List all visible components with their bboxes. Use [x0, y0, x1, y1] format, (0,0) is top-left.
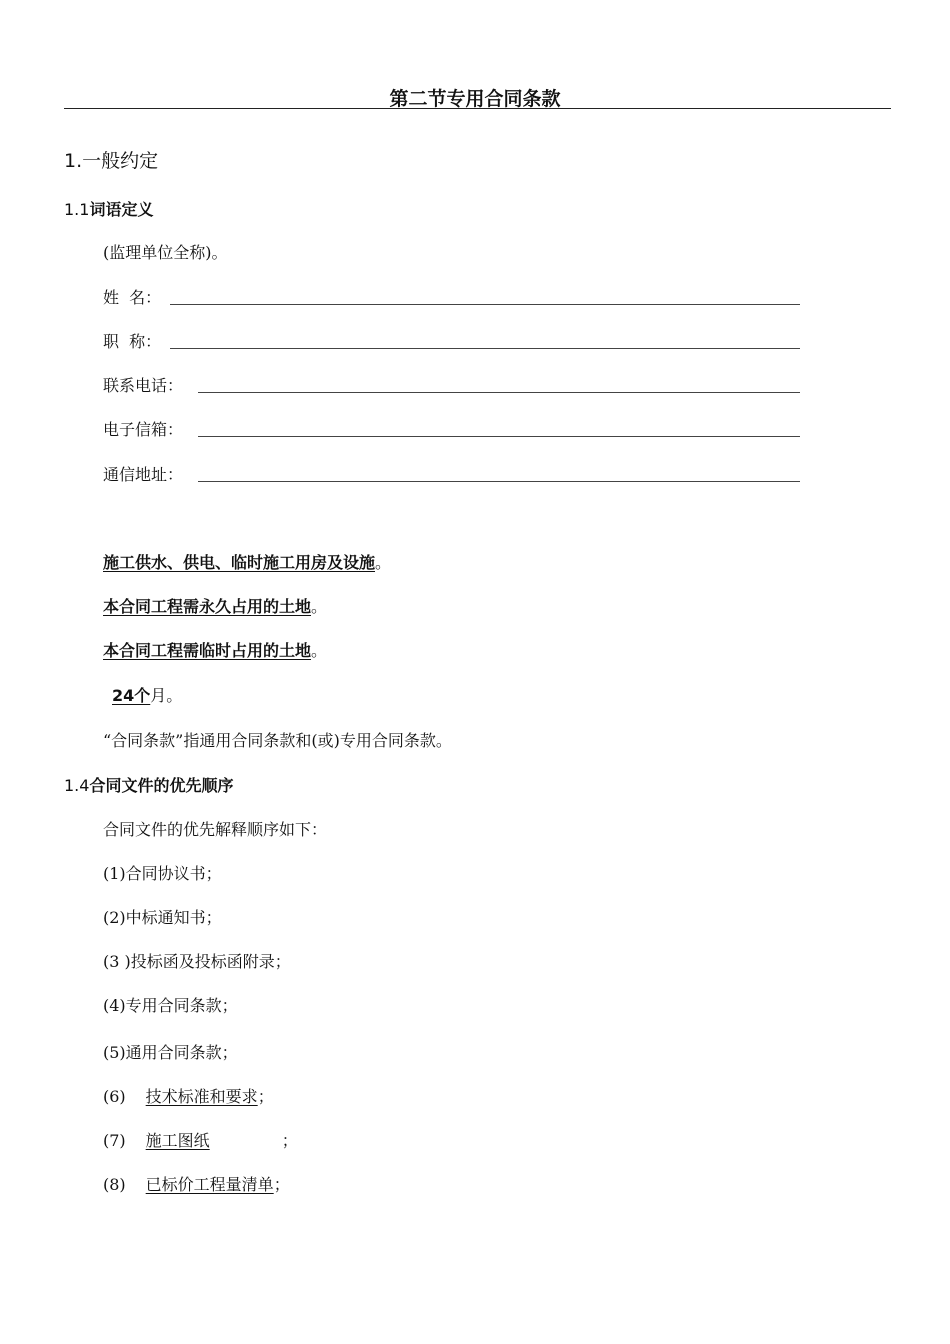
- item-water-power-text: 施工供水、供电、临时施工用房及设施: [103, 553, 376, 572]
- subsection-1-1-label: 词语定义: [89, 200, 154, 219]
- subsection-1-4: [64, 773, 233, 796]
- field-label-email: 电子信箱：: [103, 420, 184, 439]
- order-item-8-text: 已标价工程量清单: [145, 1175, 274, 1194]
- item-duration: [112, 683, 182, 706]
- order-item-5: (5)通用合同条款；: [103, 1043, 238, 1062]
- subsection-1-4-number: 1.4: [64, 776, 90, 795]
- field-label-title: 职 称：: [103, 332, 162, 351]
- supervisor-name: (监理单位全称)。: [103, 243, 228, 262]
- item-temporary-land-tail: 。: [311, 641, 328, 660]
- item-duration-tail: 月。: [150, 686, 183, 705]
- order-item-2: (2)中标通知书；: [103, 908, 222, 927]
- subsection-1-1-number: 1.1: [64, 200, 90, 219]
- section-heading-general: 1.一般约定: [64, 150, 159, 172]
- title-underline: [64, 108, 891, 109]
- page-title: 第二节专用合同条款: [389, 88, 561, 110]
- order-item-6-text: 技术标准和要求: [145, 1087, 258, 1106]
- field-line-title[interactable]: [170, 348, 800, 349]
- item-temporary-land-text: 本合同工程需临时占用的土地: [103, 641, 312, 660]
- field-line-email[interactable]: [198, 436, 800, 437]
- order-item-6: [103, 1084, 274, 1107]
- order-item-7-text: 施工图纸: [145, 1131, 210, 1150]
- order-item-8-tail: ；: [273, 1175, 290, 1194]
- order-item-8-number: (8): [103, 1175, 126, 1194]
- item-water-power-tail: 。: [375, 553, 392, 572]
- item-permanent-land-text: 本合同工程需永久占用的土地: [103, 597, 312, 616]
- order-item-8: [103, 1172, 290, 1195]
- field-label-name: 姓 名：: [103, 288, 162, 307]
- field-line-phone[interactable]: [198, 392, 800, 393]
- field-label-address: 通信地址：: [103, 465, 184, 484]
- order-item-3: (3 )投标函及投标函附录；: [103, 952, 291, 971]
- order-item-1: (1)合同协议书；: [103, 864, 222, 883]
- subsection-1-4-label: 合同文件的优先顺序: [89, 776, 234, 795]
- order-item-4: (4)专用合同条款；: [103, 996, 238, 1015]
- order-item-7-tail: ；: [281, 1131, 298, 1150]
- item-water-power: [103, 550, 391, 573]
- subsection-1-1: [64, 197, 153, 220]
- order-item-6-number: (6): [103, 1087, 126, 1106]
- item-temporary-land: [103, 638, 327, 661]
- order-item-7-number: (7): [103, 1131, 126, 1150]
- item-duration-text: 24个: [112, 686, 151, 705]
- field-label-phone: 联系电话：: [103, 376, 184, 395]
- field-line-name[interactable]: [170, 304, 800, 305]
- field-line-address[interactable]: [198, 481, 800, 482]
- item-permanent-land-tail: 。: [311, 597, 328, 616]
- order-item-6-tail: ；: [257, 1087, 274, 1106]
- order-intro: 合同文件的优先解释顺序如下：: [103, 820, 328, 839]
- contract-terms-definition: “合同条款”指通用合同条款和(或)专用合同条款。: [103, 731, 452, 750]
- order-item-7: [103, 1128, 298, 1151]
- item-permanent-land: [103, 594, 327, 617]
